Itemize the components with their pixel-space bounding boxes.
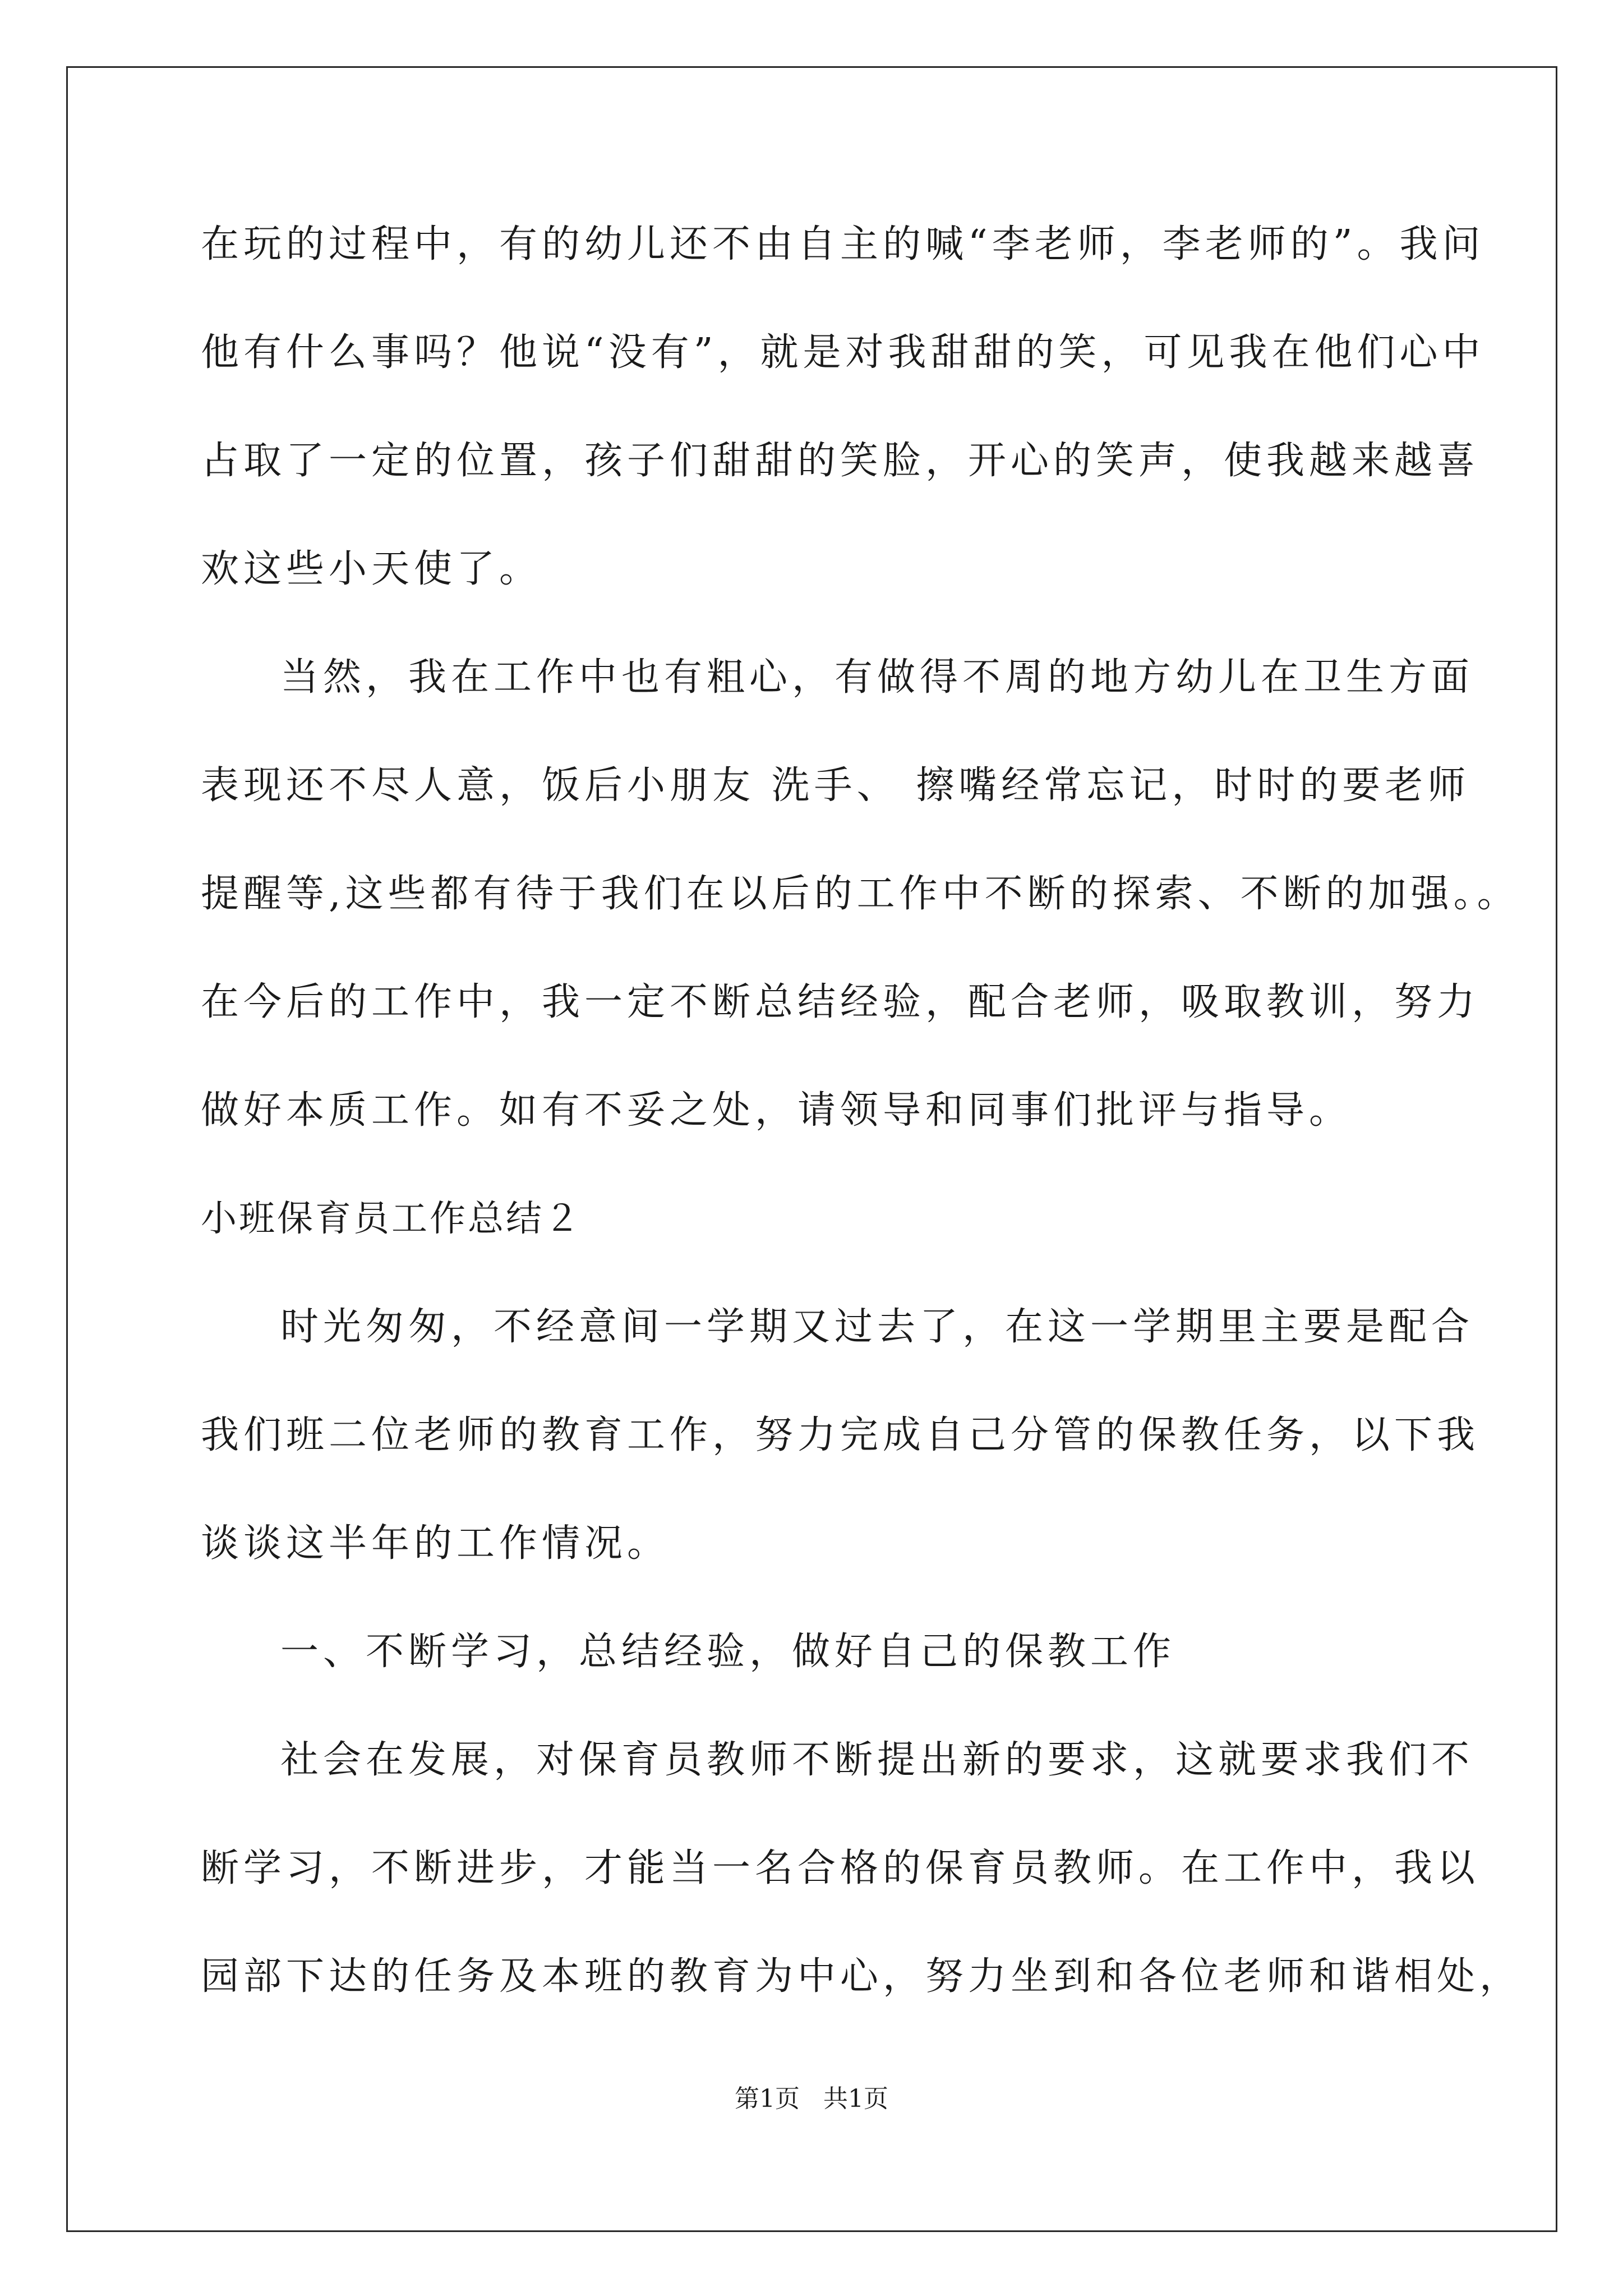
section-heading: 小班保育员工作总结２ [201, 1198, 582, 1240]
paragraph-line: 表现还不尽人意，饭后小朋友 洗手、 擦嘴经常忘记，时时的要老师 [201, 763, 1470, 808]
paragraph-line: 谈谈这半年的工作情况。 [201, 1521, 670, 1566]
paragraph-line: 社会在发展，对保育员教师不断提出新的要求，这就要求我们不 [280, 1738, 1474, 1782]
paragraph-line: 占取了一定的位置，孩子们甜甜的笑脸，开心的笑声，使我越来越喜 [201, 439, 1480, 483]
paragraph-line: 我们班二位老师的教育工作，努力完成自己分管的保教任务，以下我 [201, 1413, 1480, 1457]
paragraph-line: 做好本质工作。如有不妥之处，请领导和同事们批评与指导。 [201, 1088, 1352, 1133]
paragraph-line: 在今后的工作中，我一定不断总结经验，配合老师，吸取教训，努力 [201, 980, 1480, 1024]
paragraph-line: 断学习，不断进步，才能当一名合格的保育员教师。在工作中，我以 [201, 1846, 1480, 1890]
page-footer: 第1页 共1页 [735, 2085, 888, 2113]
paragraph-line: 他有什么事吗？他说“没有”，就是对我甜甜的笑，可见我在他们心中 [201, 330, 1485, 375]
paragraph-line: 时光匆匆，不经意间一学期又过去了，在这一学期里主要是配合 [280, 1305, 1474, 1349]
subsection-heading: 一、不断学习，总结经验，做好自己的保教工作 [280, 1630, 1176, 1674]
page-border [66, 66, 1557, 2232]
paragraph-line: 当然，我在工作中也有粗心，有做得不周的地方幼儿在卫生方面 [280, 655, 1474, 700]
paragraph-line: 园部下达的任务及本班的教育为中心，努力坐到和各位老师和谐相处， [201, 1954, 1523, 1999]
paragraph-line: 提醒等,这些都有待于我们在以后的工作中不断的探索、不断的加强。。 [201, 872, 1520, 916]
paragraph-line: 在玩的过程中，有的幼儿还不由自主的喊“李老师，李老师的”。我问 [201, 222, 1485, 266]
paragraph-line: 欢这些小天使了。 [201, 547, 542, 591]
